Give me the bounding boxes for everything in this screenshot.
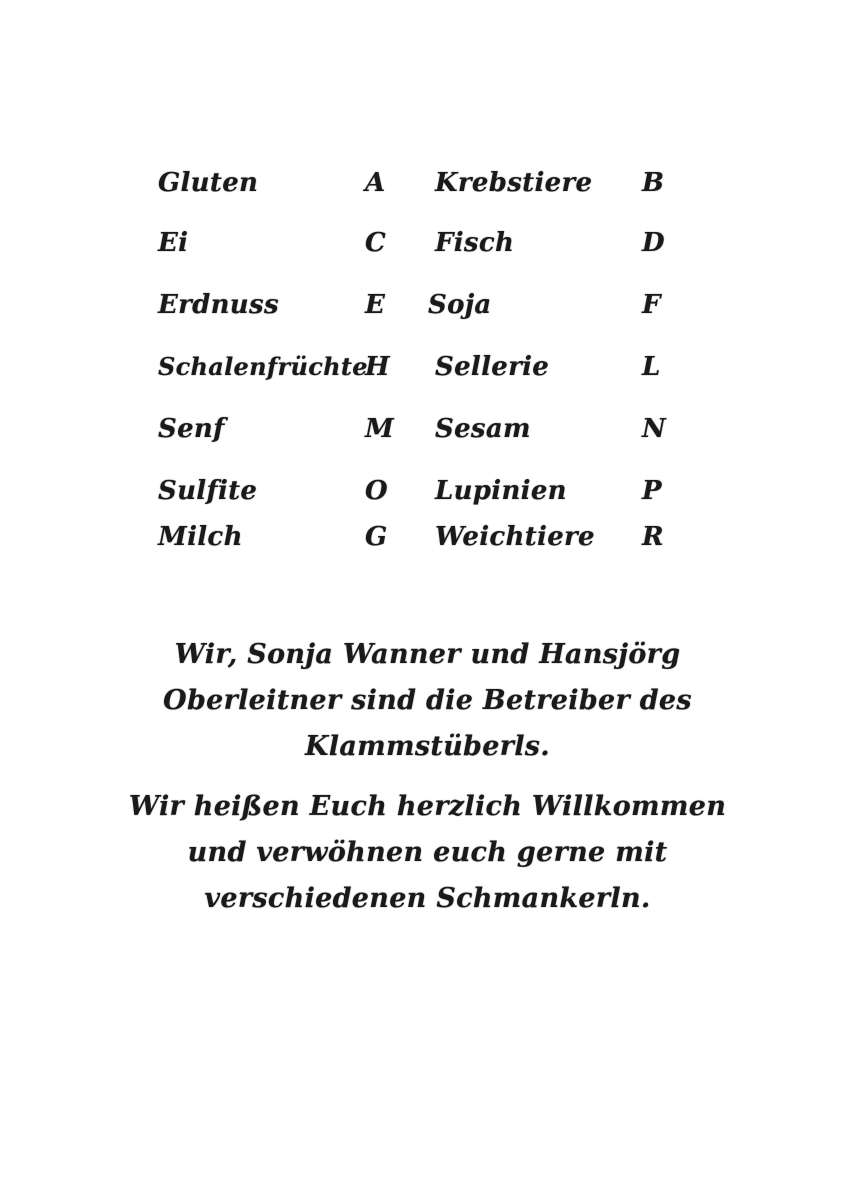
allergen-code: M — [365, 414, 395, 444]
allergen-name: Milch — [158, 522, 243, 552]
allergen-code: R — [642, 522, 664, 552]
allergen-code: D — [642, 228, 665, 258]
allergen-name: Ei — [158, 228, 189, 258]
intro-line: Klammstüberls. — [305, 731, 550, 762]
intro-line: Wir, Sonja Wanner und Hansjörg — [174, 639, 681, 670]
allergen-name: Sellerie — [435, 352, 550, 382]
allergen-name: Weichtiere — [435, 522, 595, 552]
allergen-code: G — [365, 522, 388, 552]
allergen-code: P — [642, 476, 662, 506]
allergen-name: Sesam — [435, 414, 531, 444]
intro-paragraph-operators — [0, 632, 855, 770]
allergen-name: Schalenfrüchte — [158, 352, 368, 381]
allergen-name: Krebstiere — [435, 168, 593, 198]
intro-line: verschiedenen Schmankerln. — [204, 883, 651, 914]
allergen-name: Senf — [158, 414, 225, 444]
intro-line: und verwöhnen euch gerne mit — [187, 837, 668, 868]
allergen-name: Sulfite — [158, 476, 258, 506]
intro-paragraph-welcome — [0, 784, 855, 922]
allergen-code: N — [642, 414, 667, 444]
allergen-name: Lupinien — [435, 476, 567, 506]
allergen-code: E — [365, 290, 386, 320]
allergen-name: Fisch — [435, 228, 515, 258]
allergen-code: O — [365, 476, 388, 506]
allergen-code: A — [365, 168, 386, 198]
allergen-code: H — [365, 352, 390, 382]
allergen-code: L — [642, 352, 661, 382]
allergen-code: B — [642, 168, 665, 198]
allergen-code: F — [642, 290, 661, 320]
allergen-name: Soja — [428, 290, 492, 320]
allergen-name: Gluten — [158, 168, 259, 198]
allergen-name: Erdnuss — [158, 290, 279, 320]
allergen-code: C — [365, 228, 386, 258]
intro-line: Oberleitner sind die Betreiber des — [163, 685, 692, 716]
intro-line: Wir heißen Euch herzlich Willkommen — [128, 791, 727, 822]
